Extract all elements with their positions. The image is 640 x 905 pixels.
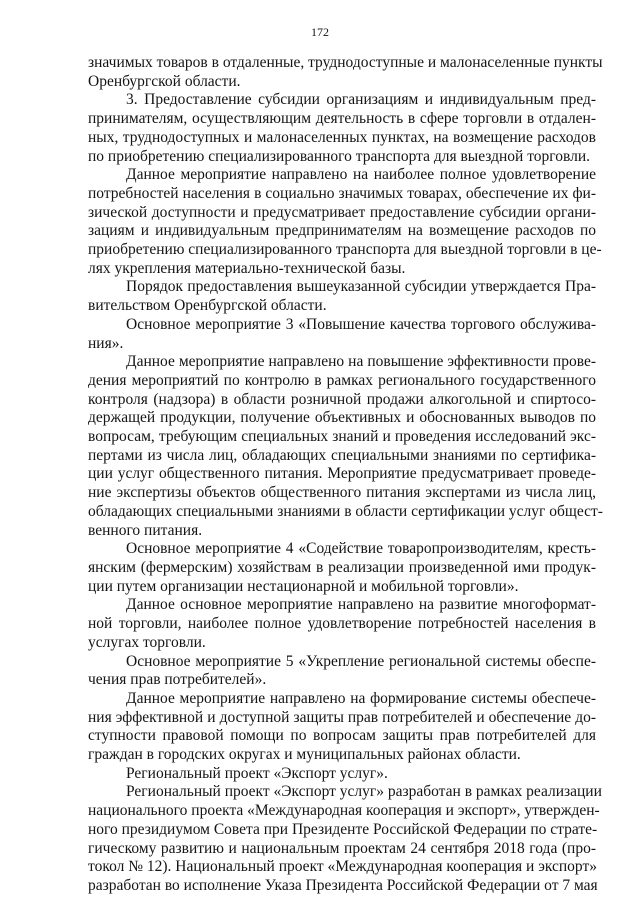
text-line: Основное мероприятие 4 «Содействие товаропроизводителям, кресть-: [126, 540, 596, 558]
paragraph: [88, 278, 596, 315]
paragraph: [88, 540, 596, 596]
paragraph: [88, 54, 603, 91]
paragraph: [88, 690, 596, 765]
text-line: янским (фермерским) хозяйствам в реализации произведенной ими продук-: [88, 558, 596, 576]
text-line: контроля (надзора) в области розничной продажи алкогольной и спиртосо-: [88, 390, 596, 408]
text-line: Оренбургской области.: [88, 72, 241, 90]
paragraph: [88, 653, 596, 690]
text-line: ния эффективной и доступной защиты прав потребителей и обеспечение до-: [88, 708, 596, 726]
text-line: зациям и индивидуальным предпринимателям на возмещение расходов по: [88, 222, 596, 240]
text-line: вительством Оренбургской области.: [88, 297, 327, 315]
body-text: [88, 54, 603, 896]
text-line: национального проекта «Международная кооперация и экспорт», утвержден-: [88, 802, 600, 820]
text-line: Данное мероприятие направлено на формирование системы обеспече-: [126, 689, 596, 707]
text-line: лях укрепления материально-технической базы.: [88, 259, 406, 277]
text-line: приобретению специализированного транспорта для выездной торговли в це-: [88, 241, 602, 259]
text-line: Данное основное мероприятие направлено на развитие многоформат-: [126, 596, 596, 614]
text-line: токол № 12). Национальный проект «Международная кооперация и экспорт»: [88, 858, 597, 876]
text-line: Основное мероприятие 5 «Укрепление региональной системы обеспе-: [126, 652, 596, 670]
text-line: разработан во исполнение Указа Президента Российской Федерации от 7 мая: [88, 876, 598, 894]
text-line: ции путем организации нестационарной и мобильной торговли».: [88, 577, 519, 595]
text-line: гическому развитию и национальным проектам 24 сентября 2018 года (про-: [88, 839, 596, 857]
text-line: дения мероприятий по контролю в рамках регионального государственного: [88, 371, 596, 389]
text-line: чения прав потребителей».: [88, 671, 267, 689]
text-line: услугах торговли.: [88, 633, 206, 651]
text-line: венного питания.: [88, 521, 203, 539]
text-line: ных, труднодоступных и малонаселенных пунктах, на возмещение расходов: [88, 128, 596, 146]
text-line: Основное мероприятие 3 «Повышение качества торгового обслужива-: [126, 315, 596, 333]
text-line: обладающих специальными знаниями в области сертификации услуг общест-: [88, 502, 603, 520]
text-line: принимателям, осуществляющим деятельность в сфере торговли в отдален-: [88, 110, 596, 128]
text-line: ного президиумом Совета при Президенте Российской Федерации по страте-: [88, 820, 598, 838]
text-line: Данное мероприятие направлено на наиболее полное удовлетворение: [126, 166, 596, 184]
text-line: граждан в городских округах и муниципальных районах области.: [88, 746, 521, 764]
text-line: держащей продукции, получение объективных и обоснованных выводов по: [88, 409, 596, 427]
text-line: пертами из числа лиц, обладающих специальными знаниями по сертифика-: [88, 446, 596, 464]
text-line: ния».: [88, 334, 124, 352]
text-line: 3. Предоставление субсидии организациям и индивидуальным пред-: [126, 91, 596, 109]
paragraph: [88, 353, 603, 540]
paragraph: [88, 765, 596, 784]
text-line: вопросам, требующим специальных знаний и проведения исследований экс-: [88, 428, 596, 446]
text-line: ции услуг общественного питания. Мероприятие предусматривает проведе-: [88, 465, 596, 483]
text-line: Региональный проект «Экспорт услуг».: [126, 764, 388, 782]
text-line: Порядок предоставления вышеуказанной субсидии утверждается Пра-: [126, 278, 596, 296]
paragraph: [88, 596, 596, 652]
text-line: Региональный проект «Экспорт услуг» разработан в рамках реализации: [126, 783, 602, 801]
text-line: ние экспертизы объектов общественного питания экспертами из числа лиц,: [88, 484, 596, 502]
paragraph: [88, 91, 596, 166]
page-number: 172: [311, 25, 329, 39]
text-line: по приобретению специализированного транспорта для выездной торговли.: [88, 147, 591, 165]
paragraph: [88, 783, 602, 895]
paragraph: [88, 166, 602, 278]
text-line: ступности правовой помощи по вопросам защиты прав потребителей для: [88, 727, 596, 745]
text-line: ной торговли, наиболее полное удовлетворение потребностей населения в: [88, 615, 596, 633]
text-line: значимых товаров в отдаленные, труднодоступные и малонаселенные пункты: [88, 54, 603, 71]
paragraph: [88, 316, 596, 353]
text-line: потребностей населения в социально значимых товарах, обеспечение их фи-: [88, 184, 596, 202]
text-line: Данное мероприятие направлено на повышение эффективности прове-: [126, 353, 596, 371]
text-line: зической доступности и предусматривает предоставление субсидии органи-: [88, 203, 596, 221]
